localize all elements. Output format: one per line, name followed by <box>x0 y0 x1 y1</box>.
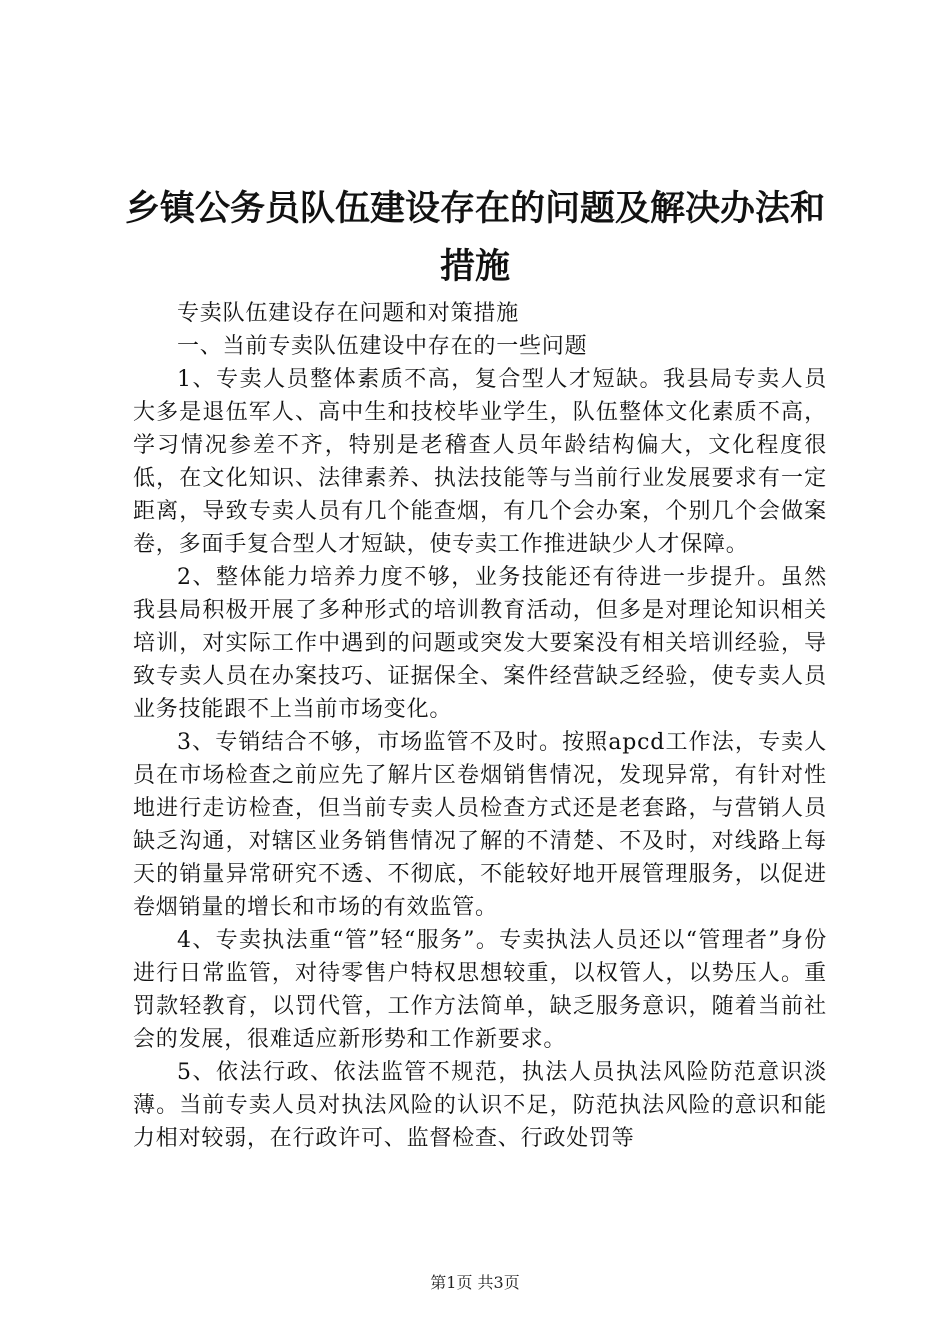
document-title-line-2: 措施 <box>439 247 510 287</box>
paragraph-4: 4、专卖执法重“管”轻“服务”。专卖执法人员还以“管理者”身份进行日常监管，对待零售户特权思想较重，以权管人，以势压人。重罚款轻教育，以罚代管，工作方法简单，缺乏服务意识，随着当前社会的发展，很难适应新形势和工作新要求。 <box>133 928 827 1052</box>
page-footer: 第1页 共3页 <box>430 1273 520 1292</box>
paragraph-5: 5、依法行政、依法监管不规范，执法人员执法风险防范意识淡薄。当前专卖人员对执法风险的认识不足，防范执法风险的意识和能力相对较弱，在行政许可、监督检查、行政处罚等 <box>133 1060 827 1151</box>
paragraph-2: 2、整体能力培养力度不够，业务技能还有待进一步提升。虽然我县局积极开展了多种形式的培训教育活动，但多是对理论知识相关培训，对实际工作中遇到的问题或突发大要案没有相关培训经验，导致专卖人员在办案技巧、证据保全、案件经营缺乏经验，使专卖人员业务技能跟不上当前市场变化。 <box>133 565 827 722</box>
document-title-line-1: 乡镇公务员队伍建设存在的问题及解决办法和 <box>124 189 825 229</box>
paragraph-1: 1、专卖人员整体素质不高，复合型人才短缺。我县局专卖人员大多是退伍军人、高中生和技校毕业学生，队伍整体文化素质不高，学习情况参差不齐，特别是老稽查人员年龄结构偏大，文化程度很低，在文化知识、法律素养、执法技能等与当前行业发展要求有一定距离，导致专卖人员有几个能查烟，有几个会办案，个别几个会做案卷，多面手复合型人才短缺，使专卖工作推进缺少人才保障。 <box>133 367 827 557</box>
paragraph-subtitle: 专卖队伍建设存在问题和对策措施 <box>177 301 520 326</box>
document-body <box>133 297 827 1155</box>
paragraph-3: 3、专销结合不够，市场监管不及时。按照apcd工作法，专卖人员在市场检查之前应先了解片区卷烟销售情况，发现异常，有针对性地进行走访检查，但当前专卖人员检查方式还是老套路，与营销人员缺乏沟通，对辖区业务销售情况了解的不清楚、不及时，对线路上每天的销量异常研究不透、不彻底，不能较好地开展管理服务，以促进卷烟销量的增长和市场的有效监管。 <box>133 730 827 920</box>
section-heading: 一、当前专卖队伍建设中存在的一些问题 <box>177 334 588 359</box>
